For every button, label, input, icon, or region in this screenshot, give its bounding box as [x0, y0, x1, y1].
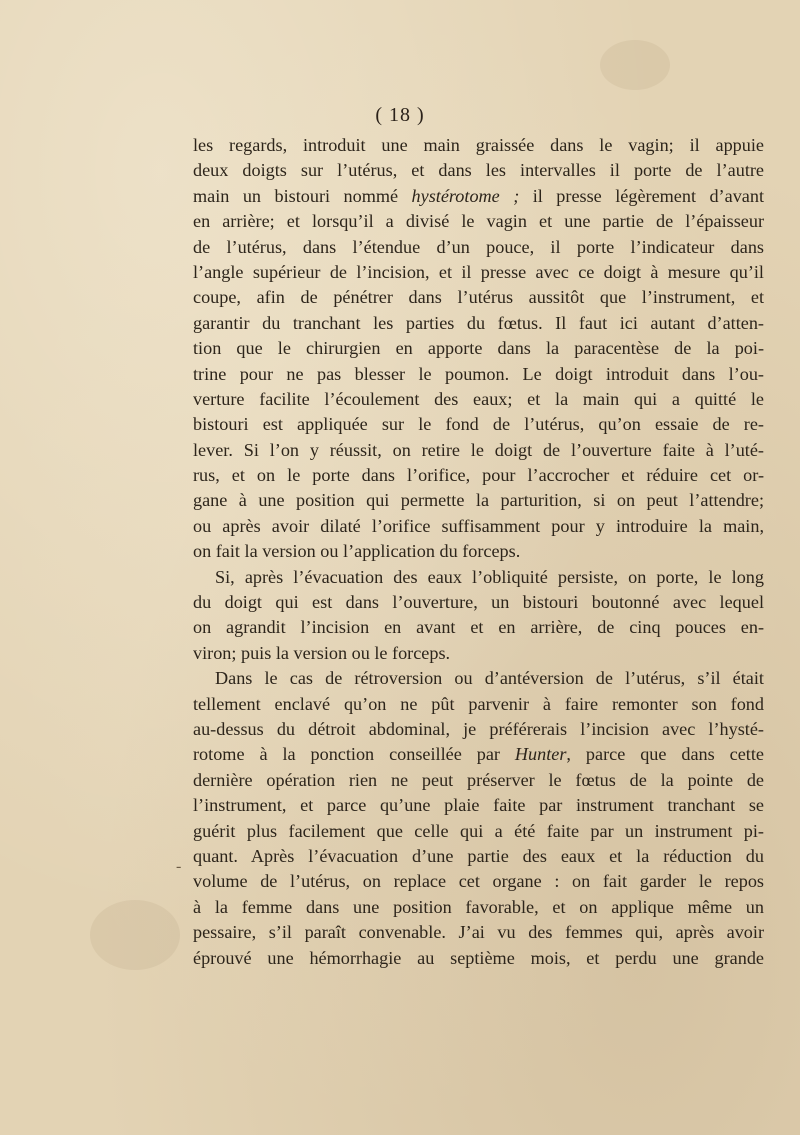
text-line: de l’utérus, dans l’étendue d’un pouce, il porte l’indicateur dans [193, 236, 764, 257]
text-line: coupe, afin de pénétrer dans l’utérus aussitôt que l’instrument, et [193, 287, 764, 308]
text-line: viron; puis la version ou le forceps. [193, 642, 451, 663]
text-line: ou après avoir dilaté l’orifice suffisamment pour y introduire la main, [193, 515, 764, 536]
text-segment: il presse légèrement d’avant [519, 185, 765, 206]
text-line: Si, après l’évacuation des eaux l’obliquité persiste, on porte, le long [215, 566, 764, 587]
text-line: bistouri est appliquée sur le fond de l’utérus, qu’on essaie de re- [193, 414, 764, 435]
text-line: volume de l’utérus, on replace cet organe : on fait garder le repos [193, 871, 764, 892]
text-segment: main un bistouri nommé [193, 185, 412, 206]
text-line: dernière opération rien ne peut préserver le fœtus de la pointe de [193, 769, 764, 790]
text-line [193, 184, 764, 209]
page-number: ( 18 ) [375, 104, 425, 126]
text-line: à la femme dans une position favorable, et on applique même un [193, 896, 764, 917]
paper-stain [600, 40, 670, 90]
text-line: rus, et on le porte dans l’orifice, pour l’accrocher et réduire cet or- [193, 465, 764, 486]
text-line [193, 742, 764, 767]
text-line: on fait la version ou l’application du forceps. [193, 541, 521, 562]
text-line: du doigt qui est dans l’ouverture, un bistouri boutonné avec lequel [193, 592, 764, 613]
text-segment: , parce que dans cette [566, 744, 764, 765]
italic-term: hystérotome ; [411, 185, 520, 206]
text-segment: rotome à la ponction conseillée par [193, 744, 515, 765]
text-line: verture facilite l’écoulement des eaux; et la main qui a quitté le [193, 388, 764, 409]
body-text [193, 133, 764, 971]
text-line: quant. Après l’évacuation d’une partie des eaux et la réduction du [193, 845, 764, 866]
text-line: Dans le cas de rétroversion ou d’antéversion de l’utérus, s’il était [215, 668, 764, 689]
paper-stain [90, 900, 180, 970]
margin-mark: - [176, 858, 182, 875]
text-line: deux doigts sur l’utérus, et dans les intervalles il porte de l’autre [193, 160, 764, 181]
text-line: l’angle supérieur de l’incision, et il presse avec ce doigt à mesure qu’il [193, 261, 764, 282]
text-line: tellement enclavé qu’on ne pût parvenir à faire remonter son fond [193, 693, 764, 714]
text-line: éprouvé une hémorrhagie au septième mois, et perdu une grande [193, 947, 764, 968]
text-line: au-dessus du détroit abdominal, je préférerais l’incision avec l’hysté- [193, 718, 764, 739]
italic-term: Hunter [514, 744, 567, 765]
text-line: on agrandit l’incision en avant et en arrière, de cinq pouces en- [193, 617, 764, 638]
text-line: en arrière; et lorsqu’il a divisé le vagin et une partie de l’épaisseur [193, 211, 764, 232]
text-line: trine pour ne pas blesser le poumon. Le doigt introduit dans l’ou- [193, 363, 764, 384]
text-line: garantir du tranchant les parties du fœtus. Il faut ici autant d’atten- [193, 312, 764, 333]
text-line: guérit plus facilement que celle qui a été faite par un instrument pi- [193, 820, 764, 841]
text-line: gane à une position qui permette la parturition, si on peut l’attendre; [193, 490, 764, 511]
text-line: pessaire, s’il paraît convenable. J’ai vu des femmes qui, après avoir [193, 922, 764, 943]
text-line: les regards, introduit une main graissée dans le vagin; il appuie [193, 135, 764, 155]
text-line: lever. Si l’on y réussit, on retire le doigt de l’ouverture faite à l’uté- [193, 439, 764, 460]
text-line: l’instrument, et parce qu’une plaie faite par instrument tranchant se [193, 795, 764, 816]
text-line: tion que le chirurgien en apporte dans la paracentèse de la poi- [193, 338, 764, 359]
